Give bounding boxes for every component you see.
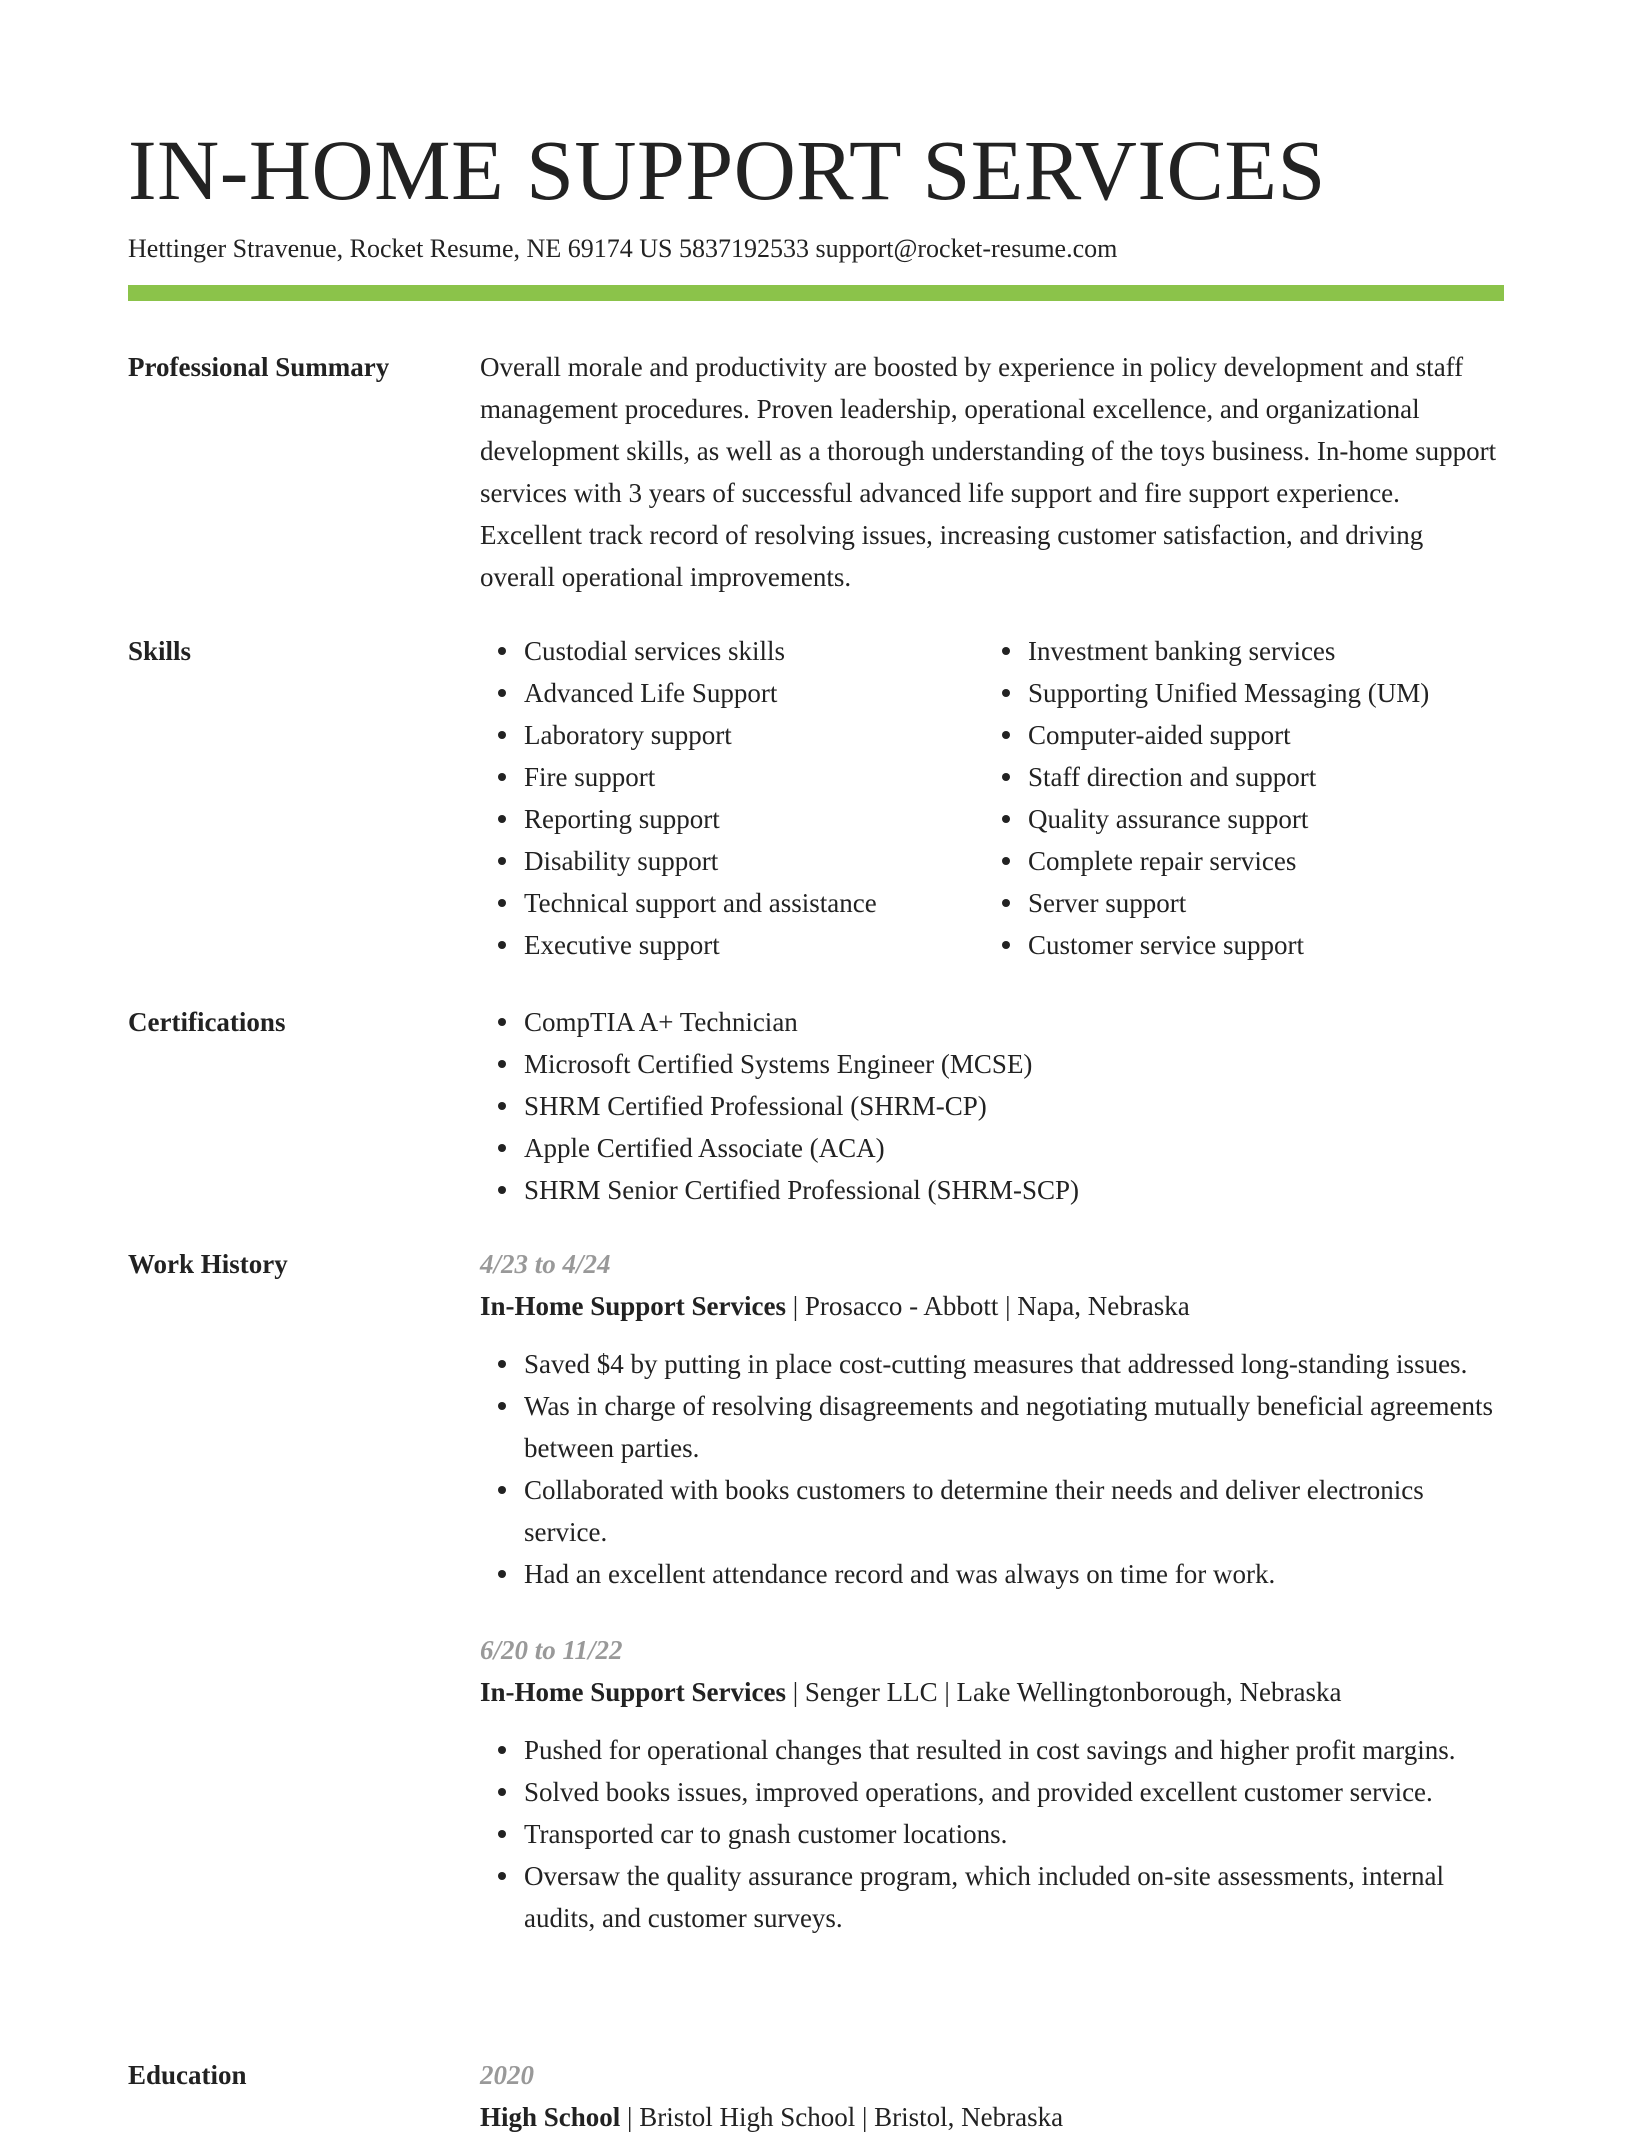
list-item: Microsoft Certified Systems Engineer (MCSE) [524,1043,1504,1085]
list-item: Supporting Unified Messaging (UM) [1028,672,1528,714]
education-line [480,2096,1504,2138]
section-label-certifications: Certifications [128,1007,286,1037]
section-label-education: Education [128,2060,247,2090]
list-item: SHRM Senior Certified Professional (SHRM-SCP) [524,1169,1504,1211]
job-title-line [480,1671,1504,1713]
list-item: Pushed for operational changes that resulted in cost savings and higher profit margins. [524,1729,1504,1771]
list-item: CompTIA A+ Technician [524,1001,1504,1043]
list-item: Saved $4 by putting in place cost-cutting measures that addressed long-standing issues. [524,1343,1504,1385]
list-item: Complete repair services [1028,840,1528,882]
list-item: Customer service support [1028,924,1528,966]
list-item: Custodial services skills [524,630,1024,672]
job-dates: 6/20 to 11/22 [480,1635,623,1665]
job-details: | Senger LLC | Lake Wellingtonborough, Nebraska [786,1677,1342,1707]
list-item: Had an excellent attendance record and was always on time for work. [524,1553,1504,1595]
section-label-skills: Skills [128,636,192,666]
list-item: Transported car to gnash customer locations. [524,1813,1504,1855]
job-title: In-Home Support Services [480,1291,786,1321]
job-entry [480,1629,1504,1939]
job-dates: 4/23 to 4/24 [480,1249,611,1279]
work-history-body [480,1243,1504,1939]
accent-divider [128,285,1504,301]
job-details: | Prosacco - Abbott | Napa, Nebraska [786,1291,1190,1321]
list-item: Disability support [524,840,1024,882]
certifications-body [480,1001,1504,1211]
contact-email: support@rocket-resume.com [815,234,1118,263]
list-item: Solved books issues, improved operations, and provided excellent customer service. [524,1771,1504,1813]
list-item: Laboratory support [524,714,1024,756]
summary-text: Overall morale and productivity are boosted by experience in policy development and staff management procedures. Proven leadership, operational excellence, and organizational development skills, as well as a thorough understanding of the toys business. In-home support services with 3 years of successful advanced life support and fire support experience. Excellent track record of resolving issues, increasing customer satisfaction, and driving overall operational improvements. [480,352,1497,592]
skills-list-left [480,630,1024,966]
list-item: Fire support [524,756,1024,798]
list-item: Computer-aided support [1028,714,1528,756]
education-details: | Bristol High School | Bristol, Nebraska [620,2102,1064,2132]
list-item: Was in charge of resolving disagreements and negotiating mutually beneficial agreements between parties. [524,1385,1504,1469]
list-item: Quality assurance support [1028,798,1528,840]
list-item: SHRM Certified Professional (SHRM-CP) [524,1085,1504,1127]
education-body [480,2054,1504,2138]
list-item: Advanced Life Support [524,672,1024,714]
contact-line [128,232,1117,266]
contact-address: Hettinger Stravenue, Rocket Resume, NE 69174 US [128,234,679,263]
skills-list-right [984,630,1528,966]
summary-body [480,346,1504,598]
list-item: Executive support [524,924,1024,966]
certifications-list [480,1001,1504,1211]
section-label-work-history: Work History [128,1249,288,1279]
list-item: Investment banking services [1028,630,1528,672]
job-bullets [480,1343,1504,1595]
job-title: In-Home Support Services [480,1677,786,1707]
list-item: Apple Certified Associate (ACA) [524,1127,1504,1169]
resume-name: IN-HOME SUPPORT SERVICES [128,122,1326,218]
section-label-summary: Professional Summary [128,352,390,382]
education-date: 2020 [480,2060,534,2090]
job-title-line [480,1285,1504,1327]
list-item: Technical support and assistance [524,882,1024,924]
job-entry [480,1243,1504,1595]
education-degree: High School [480,2102,621,2132]
list-item: Reporting support [524,798,1024,840]
list-item: Staff direction and support [1028,756,1528,798]
list-item: Server support [1028,882,1528,924]
job-bullets [480,1729,1504,1939]
contact-phone: 5837192533 [678,234,816,263]
list-item: Oversaw the quality assurance program, which included on-site assessments, internal audits, and customer surveys. [524,1855,1504,1939]
list-item: Collaborated with books customers to determine their needs and deliver electronics service. [524,1469,1504,1553]
